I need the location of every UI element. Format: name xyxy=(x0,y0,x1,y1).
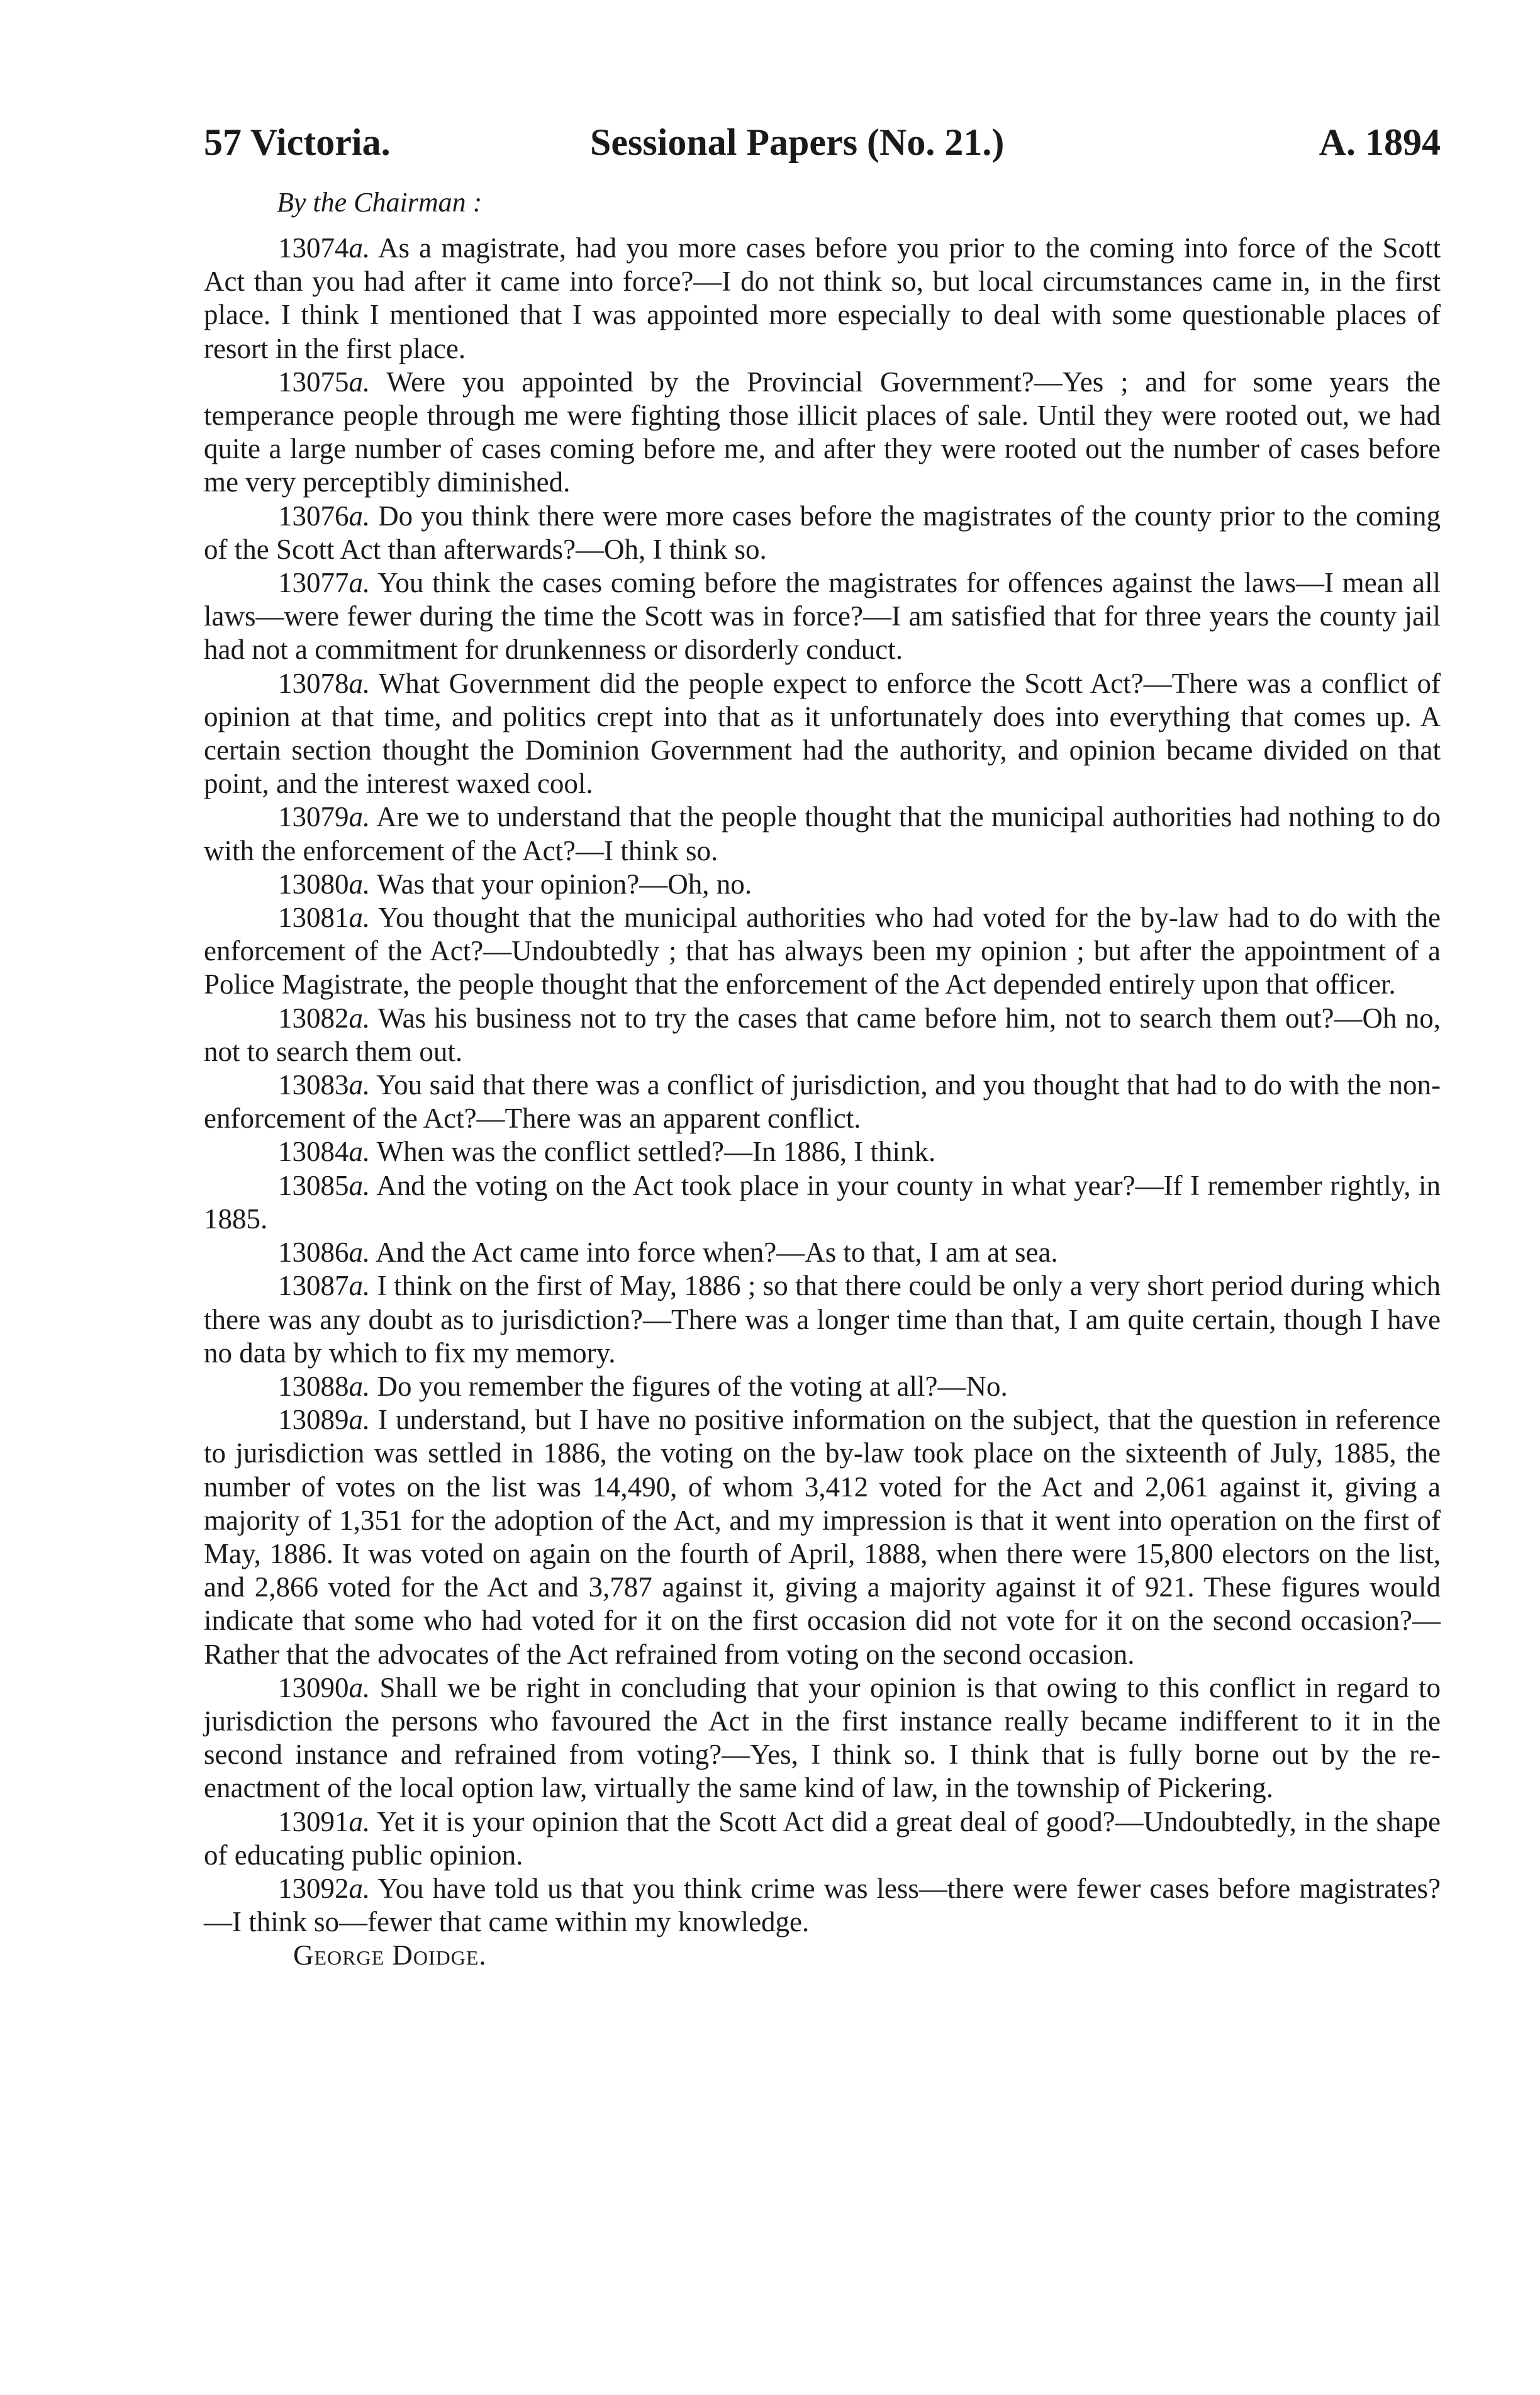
question-suffix: a. xyxy=(349,1270,371,1302)
testimony-paragraph xyxy=(204,1403,1441,1671)
header-title: Sessional Papers (No. 21.) xyxy=(590,121,1005,163)
question-answer-text: Yet it is your opinion that the Scott Act did a great deal of good?—Undoubtedly, in the shape of educating public opinion. xyxy=(204,1805,1441,1871)
question-number: 13083a. xyxy=(278,1069,371,1101)
testimony-paragraph xyxy=(204,1805,1441,1872)
question-suffix: a. xyxy=(349,902,371,934)
question-answer-text: You have told us that you think crime was less—there were fewer cases before magistrates?—I think so—fewer that came within my knowledge. xyxy=(204,1872,1441,1938)
question-suffix: a. xyxy=(349,1370,371,1402)
question-number: 13085a. xyxy=(278,1169,371,1201)
question-suffix: a. xyxy=(349,1671,371,1703)
question-number: 13076a. xyxy=(278,500,371,532)
question-answer-text: Was that your opinion?—Oh, no. xyxy=(376,868,752,900)
testimony-paragraph xyxy=(204,1068,1441,1135)
testimony-paragraph xyxy=(204,232,1441,366)
testimony-paragraph xyxy=(204,1671,1441,1805)
question-number: 13092a. xyxy=(278,1872,371,1904)
question-number: 13074a. xyxy=(278,232,371,264)
question-number: 13082a. xyxy=(278,1002,371,1034)
testimony-paragraph xyxy=(204,1169,1441,1236)
testimony-body xyxy=(204,232,1441,1973)
question-answer-text: You said that there was a conflict of jurisdiction, and you thought that had to do with the non-enforcement of the Act?—There was an apparent conflict. xyxy=(204,1069,1441,1135)
section-subtitle: By the Chairman : xyxy=(277,187,483,218)
question-suffix: a. xyxy=(349,1136,371,1168)
testimony-paragraph xyxy=(204,667,1441,801)
question-number: 13078a. xyxy=(278,667,371,699)
question-number: 13080a. xyxy=(278,868,371,900)
question-suffix: a. xyxy=(349,366,371,398)
question-suffix: a. xyxy=(349,232,371,264)
question-suffix: a. xyxy=(349,667,371,699)
question-answer-text: Are we to understand that the people thought that the municipal authorities had nothing to do with the enforcement of the Act?—I think so. xyxy=(204,801,1441,867)
question-suffix: a. xyxy=(349,500,371,532)
question-suffix: a. xyxy=(349,801,371,833)
question-number: 13084a. xyxy=(278,1136,371,1168)
testimony-paragraph xyxy=(204,500,1441,566)
page-header xyxy=(204,117,1441,167)
testimony-paragraph xyxy=(204,1269,1441,1370)
testimony-paragraph xyxy=(204,1370,1441,1403)
question-answer-text: Do you remember the figures of the voting at all?—No. xyxy=(377,1370,1008,1402)
testimony-paragraph xyxy=(204,566,1441,667)
question-number: 13090a. xyxy=(278,1671,371,1703)
question-answer-text: What Government did the people expect to enforce the Scott Act?—There was a conflict of opinion at that time, and politics crept into that as it unfortunately does into everything that comes up. A certain section thought the Dominion Government had the authority, and opinion became divided on that point, and the interest waxed cool. xyxy=(204,667,1441,800)
question-suffix: a. xyxy=(349,1069,371,1101)
testimony-paragraph xyxy=(204,1872,1441,1939)
question-number: 13077a. xyxy=(278,567,371,599)
testimony-paragraph xyxy=(204,901,1441,1002)
testimony-paragraph xyxy=(204,366,1441,500)
question-suffix: a. xyxy=(349,1404,371,1436)
testimony-paragraph xyxy=(204,1236,1441,1269)
question-suffix: a. xyxy=(349,1169,371,1201)
testimony-paragraph xyxy=(204,1002,1441,1068)
question-number: 13088a. xyxy=(278,1370,371,1402)
question-suffix: a. xyxy=(349,1002,371,1034)
header-session: 57 Victoria. xyxy=(204,121,391,163)
question-number: 13087a. xyxy=(278,1270,371,1302)
question-answer-text: As a magistrate, had you more cases before you prior to the coming into force of the Scott Act than you had after it came into force?—I do not think so, but local circumstances came in, in the first place. I think I mentioned that I was appointed more especially to deal with some questionable places of resort in the first place. xyxy=(204,232,1441,364)
question-suffix: a. xyxy=(349,1872,371,1904)
question-suffix: a. xyxy=(349,1805,371,1837)
testimony-paragraph xyxy=(204,800,1441,867)
question-answer-text: When was the conflict settled?—In 1886, I think. xyxy=(376,1136,936,1168)
question-number: 13086a. xyxy=(278,1237,371,1269)
question-number: 13089a. xyxy=(278,1404,371,1436)
question-answer-text: Were you appointed by the Provincial Government?—Yes ; and for some years the temperance people through me were fighting those illicit places of sale. Until they were rooted out, we had quite a large number of cases coming before me, and after they were rooted out the number of cases before me very perceptibly diminished. xyxy=(204,366,1441,498)
question-answer-text: Do you think there were more cases before the magistrates of the county prior to the coming of the Scott Act than afterwards?—Oh, I think so. xyxy=(204,500,1441,565)
question-answer-text: Shall we be right in concluding that your opinion is that owing to this conflict in regard to jurisdiction the persons who favoured the Act in the first instance really became indifferent to it in the second instance and refrained from voting?—Yes, I think so. I think that is fully borne out by the re-enactment of the local option law, virtually the same kind of law, in the township of Pickering. xyxy=(204,1671,1441,1804)
question-answer-text: And the voting on the Act took place in your county in what year?—If I remember rightly, in 1885. xyxy=(204,1169,1441,1235)
question-suffix: a. xyxy=(349,567,371,599)
question-answer-text: You thought that the municipal authorities who had voted for the by-law had to do with the enforcement of the Act?—Undoubtedly ; that has always been my opinion ; but after the appointment of a Police Magistrate, the people thought that the enforcement of the Act depended entirely upon that officer. xyxy=(204,902,1441,1001)
question-answer-text: I understand, but I have no positive information on the subject, that the question in reference to jurisdiction was settled in 1886, the voting on the by-law took place on the sixteenth of July, 1885, the number of votes on the list was 14,490, of whom 3,412 voted for the Act and 2,061 against it, giving a majority of 1,351 for the adoption of the Act, and my impression is that it went into operation on the first of May, 1886. It was voted on again on the fourth of April, 1888, when there were 15,800 electors on the list, and 2,866 voted for the Act and 3,787 against it, giving a majority against it of 921. These figures would indicate that some who had voted for it on the first occasion did not vote for it on the second occasion?—Rather that the advocates of the Act refrained from voting on the second occasion. xyxy=(204,1404,1441,1670)
question-suffix: a. xyxy=(349,1237,371,1269)
question-number: 13081a. xyxy=(278,902,371,934)
question-suffix: a. xyxy=(349,868,371,900)
question-answer-text: You think the cases coming before the magistrates for offences against the laws—I mean all laws—were fewer during the time the Scott was in force?—I am satisfied that for three years the county jail had not a commitment for drunkenness or disorderly conduct. xyxy=(204,567,1441,666)
header-year: A. 1894 xyxy=(1319,121,1441,163)
question-number: 13091a. xyxy=(278,1805,371,1837)
question-answer-text: And the Act came into force when?—As to that, I am at sea. xyxy=(376,1237,1058,1269)
question-number: 13075a. xyxy=(278,366,371,398)
question-answer-text: Was his business not to try the cases that came before him, not to search them out?—Oh no, not to search them out. xyxy=(204,1002,1441,1067)
question-answer-text: I think on the first of May, 1886 ; so that there could be only a very short period during which there was any doubt as to jurisdiction?—There was a longer time than that, I am quite certain, though I have no data by which to fix my memory. xyxy=(204,1270,1441,1369)
question-number: 13079a. xyxy=(278,801,371,833)
testimony-paragraph xyxy=(204,1135,1441,1169)
testimony-paragraph xyxy=(204,868,1441,901)
witness-signature: George Doidge. xyxy=(293,1939,487,1972)
